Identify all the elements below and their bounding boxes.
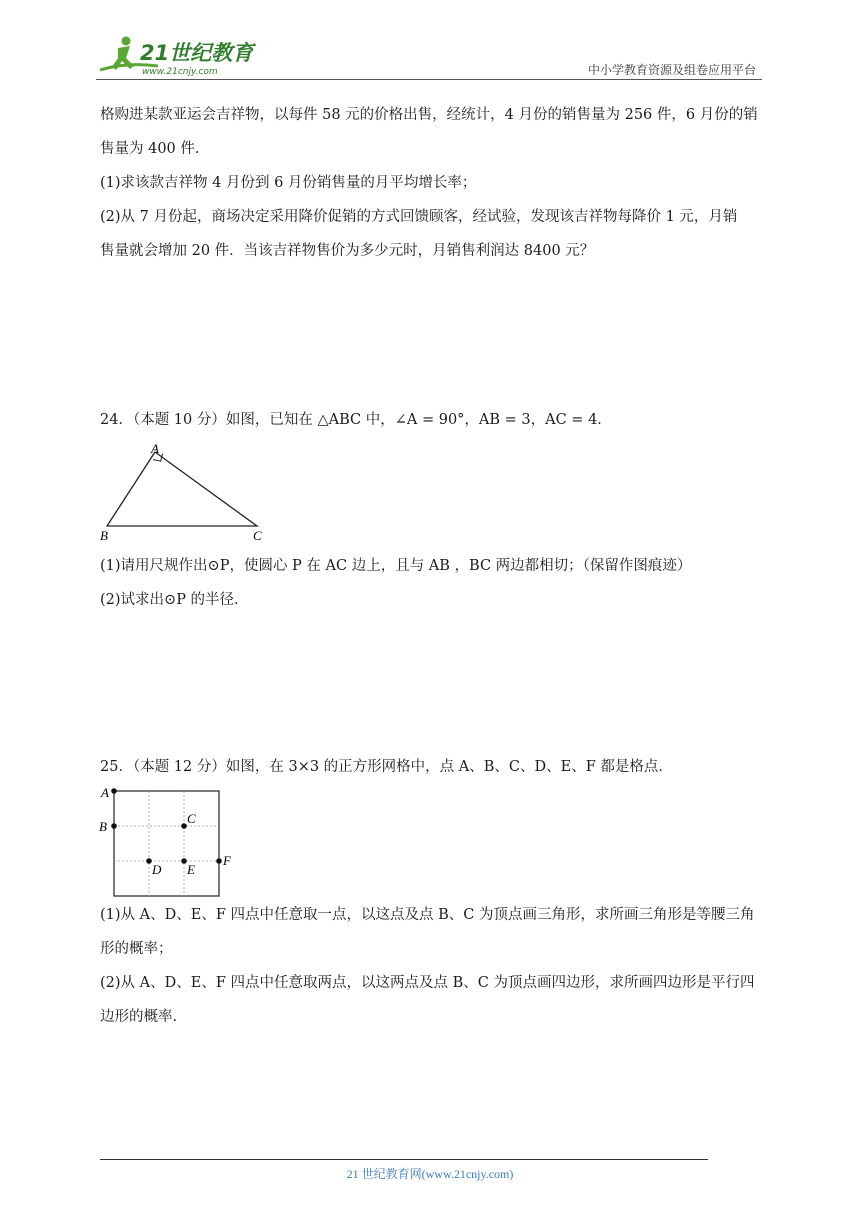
q23-intro-line1: 格购进某款亚运会吉祥物，以每件 58 元的价格出售，经统计，4 月份的销售量为 256 件，6 月份的销 bbox=[100, 107, 758, 123]
logo-url: www.21cnjy.com bbox=[142, 67, 218, 77]
q25-parts bbox=[100, 898, 768, 1034]
point-a bbox=[111, 788, 117, 794]
label-c: C bbox=[253, 528, 262, 543]
question-23 bbox=[100, 98, 768, 268]
point-b bbox=[111, 823, 117, 829]
label-e: E bbox=[187, 862, 195, 877]
q23-part2-line2: 售量就会增加 20 件．当该吉祥物售价为多少元时，月销售利润达 8400 元？ bbox=[100, 243, 595, 259]
point-f bbox=[216, 858, 222, 864]
q23-intro-line2: 售量为 400 件. bbox=[100, 141, 200, 157]
header-title: 中小学教育资源及组卷应用平台 bbox=[587, 63, 756, 77]
q25-part1-line1: (1)从 A、D、E、F 四点中任意取一点，以这点及点 B、C 为顶点画三角形，求所画三角形是等腰三角 bbox=[100, 907, 755, 923]
point-c bbox=[181, 823, 187, 829]
logo-text: 21世纪教育 bbox=[140, 41, 254, 65]
label-d: D bbox=[152, 862, 162, 877]
label-a: A bbox=[151, 441, 159, 456]
label-a: A bbox=[101, 785, 109, 800]
q24-part2: (2)试求出⊙P 的半径. bbox=[100, 592, 239, 608]
label-b: B bbox=[99, 819, 107, 834]
footer-link[interactable]: 21 世纪教育网(www.21cnjy.com) bbox=[346, 1167, 514, 1181]
q25-part2-line2: 边形的概率. bbox=[100, 1009, 178, 1025]
grid-figure bbox=[96, 784, 242, 900]
grid-lines bbox=[114, 791, 219, 896]
q23-part2-line1: (2)从 7 月份起，商场决定采用降价促销的方式回馈顾客，经试验，发现该吉祥物每降价 1 元，月销 bbox=[100, 209, 738, 225]
site-logo bbox=[96, 34, 266, 80]
header-divider bbox=[96, 79, 762, 80]
q24-stem: 24．（本题 10 分）如图，已知在 △ABC 中，∠A = 90°，AB = 3，AC = 4． bbox=[100, 412, 612, 428]
point-e bbox=[181, 858, 187, 864]
grid-border bbox=[114, 791, 219, 896]
triangle-abc-figure bbox=[96, 440, 276, 544]
q24-part1: (1)请用尺规作出⊙P，使圆心 P 在 AC 边上，且与 AB ，BC 两边都相切；（保留作图痕迹） bbox=[100, 558, 692, 574]
q25-part1-line2: 形的概率； bbox=[100, 941, 173, 957]
label-f: F bbox=[223, 853, 231, 868]
q23-part1: (1)求该款吉祥物 4 月份到 6 月份销售量的月平均增长率； bbox=[100, 175, 477, 191]
q25-part2-line1: (2)从 A、D、E、F 四点中任意取两点，以这两点及点 B、C 为顶点画四边形，求所画四边形是平行四 bbox=[100, 975, 755, 991]
q24-parts bbox=[100, 549, 768, 617]
q25-stem: 25．（本题 12 分）如图，在 3×3 的正方形网格中，点 A、B、C、D、E、F 都是格点． bbox=[100, 759, 673, 775]
point-d bbox=[146, 858, 152, 864]
footer-divider bbox=[100, 1159, 708, 1160]
label-c: C bbox=[187, 811, 196, 826]
triangle-abc bbox=[107, 452, 257, 526]
label-b: B bbox=[100, 528, 108, 543]
